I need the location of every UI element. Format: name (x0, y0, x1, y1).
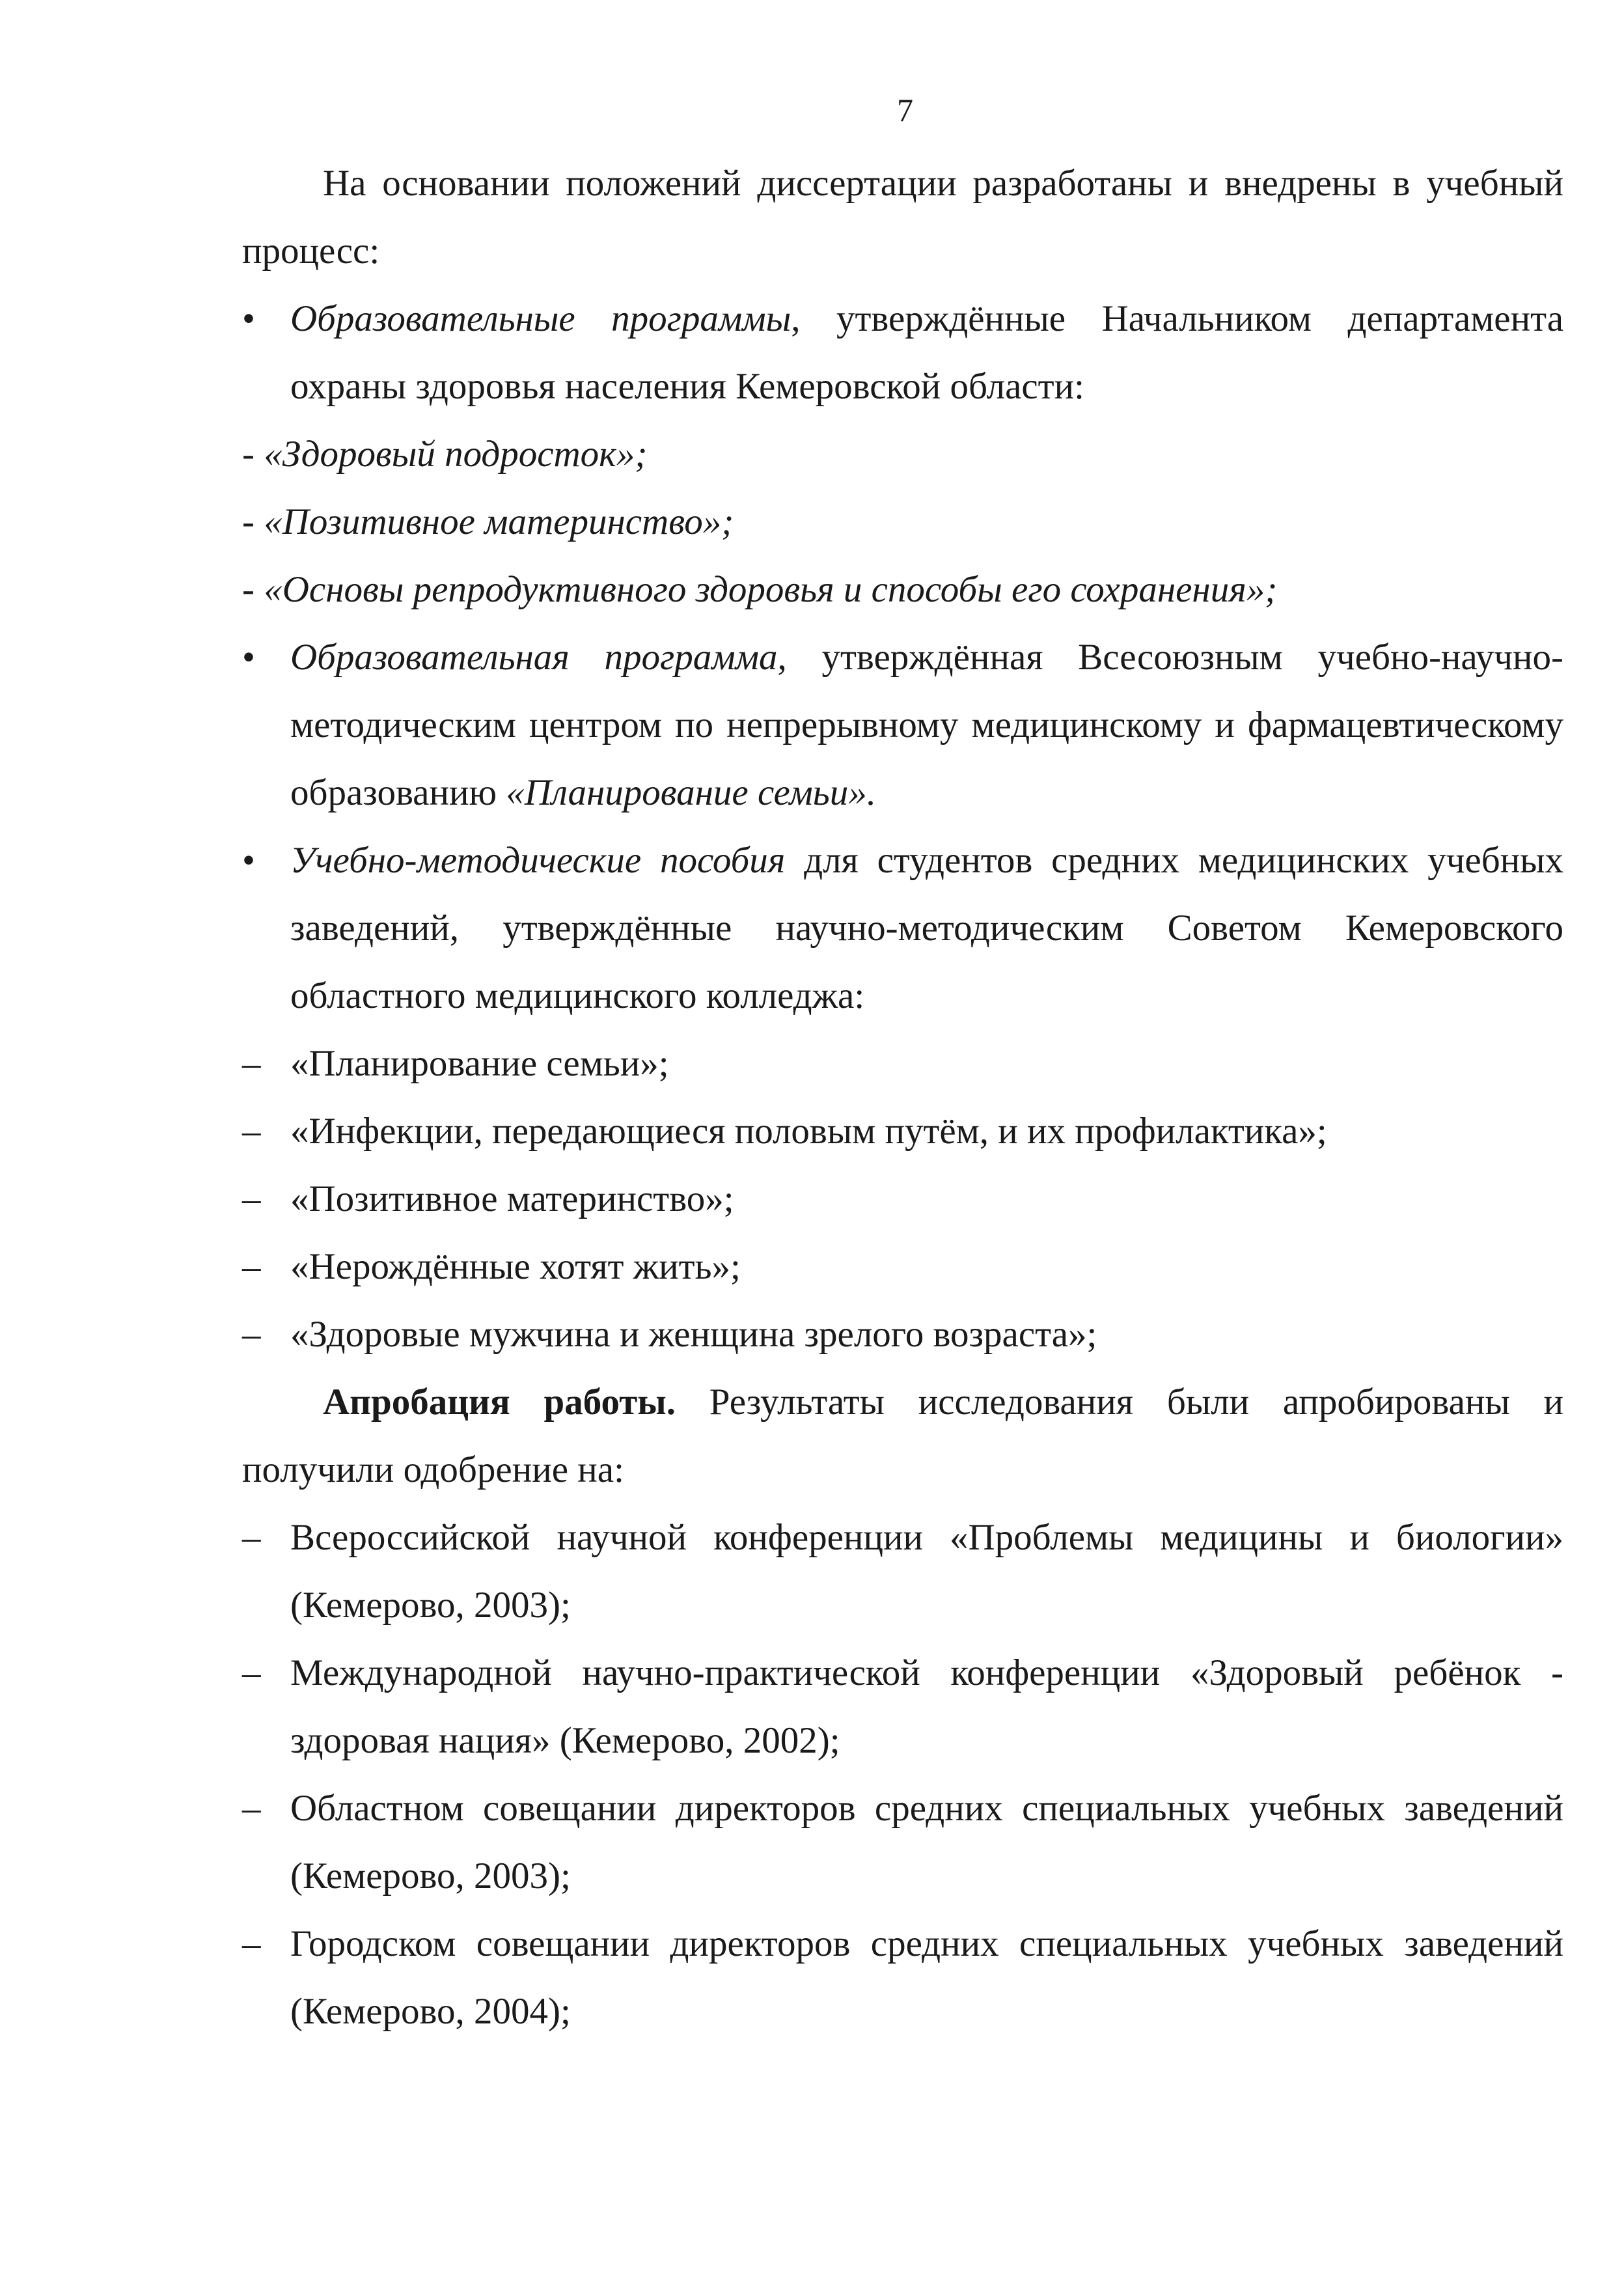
manual-item (242, 1233, 1563, 1301)
dash-marker: – (242, 1178, 261, 1219)
bullet-marker: • (242, 298, 255, 339)
bullet-text: , утверждённая Всесоюзным учебно-научно-методическим центром по непрерывному медицинскому и фармацевтическому образованию (290, 637, 1563, 813)
approbation-text: Результаты исследования были апробированы и получили одобрение на: (242, 1382, 1563, 1490)
program-title: «Основы репродуктивного здоровья и способы его сохранения»; (264, 569, 1278, 610)
dash-marker: – (242, 1652, 261, 1693)
bullet-italic-title: Образовательные программы (290, 298, 791, 339)
bullet-italic-title: Учебно-методические пособия (290, 840, 786, 881)
approbation-heading: Апробация работы. (323, 1382, 676, 1423)
manual-item (242, 1098, 1563, 1165)
bullet-text: , утверждённые Начальником департамента охраны здоровья населения Кемеровской области: (290, 298, 1563, 407)
manual-title: «Инфекции, передающиеся половым путём, и их профилактика»; (290, 1111, 1327, 1152)
bullet-educational-program (242, 624, 1563, 827)
conference-text: Областном совещании директоров средних специальных учебных заведений (Кемерово, 2003); (290, 1788, 1563, 1896)
manual-item (242, 1301, 1563, 1368)
conference-text: Международной научно-практической конференции «Здоровый ребёнок - здоровая нация» (Кемерово, 2002); (290, 1652, 1563, 1761)
program-title: «Позитивное материнство»; (264, 501, 734, 542)
conference-item (242, 1910, 1563, 2046)
bullet-italic-program-name: «Планирование семьи». (506, 772, 876, 813)
conference-item (242, 1775, 1563, 1910)
program-item (242, 421, 1563, 488)
manual-title: «Позитивное материнство»; (290, 1178, 734, 1219)
program-prefix: - (242, 569, 264, 610)
program-item (242, 556, 1563, 624)
bullet-marker: • (242, 637, 255, 678)
manual-title: «Планирование семьи»; (290, 1043, 669, 1084)
conference-item (242, 1639, 1563, 1775)
dash-marker: – (242, 1246, 261, 1287)
dash-marker: – (242, 1111, 261, 1152)
program-prefix: - (242, 501, 264, 542)
bullet-text: для студентов средних медицинских учебных заведений, утверждённые научно-методическим Советом Кемеровского областного медицинского колледжа: (290, 840, 1563, 1016)
page-number: 7 (897, 92, 913, 128)
dash-marker: – (242, 1043, 261, 1084)
bullet-educational-programs (242, 285, 1563, 421)
manual-title: «Здоровые мужчина и женщина зрелого возраста»; (290, 1314, 1097, 1355)
dash-marker: – (242, 1923, 261, 1964)
manual-item (242, 1165, 1563, 1233)
bullet-italic-title: Образовательная программа (290, 637, 778, 678)
page-body (242, 150, 1563, 2046)
approbation-paragraph (242, 1368, 1563, 1504)
intro-paragraph: На основании положений диссертации разработаны и внедрены в учебный процесс: (242, 163, 1563, 271)
bullet-teaching-manuals (242, 827, 1563, 1030)
conference-item (242, 1504, 1563, 1639)
dash-marker: – (242, 1314, 261, 1355)
manual-title: «Нерождённые хотят жить»; (290, 1246, 741, 1287)
program-title: «Здоровый подросток»; (264, 434, 648, 475)
program-prefix: - (242, 434, 264, 475)
dash-marker: – (242, 1788, 261, 1829)
manual-item (242, 1030, 1563, 1098)
conference-text: Городском совещании директоров средних специальных учебных заведений (Кемерово, 2004); (290, 1923, 1563, 2032)
conference-text: Всероссийской научной конференции «Проблемы медицины и биологии» (Кемерово, 2003); (290, 1517, 1563, 1626)
bullet-marker: • (242, 840, 255, 881)
program-item (242, 488, 1563, 556)
dash-marker: – (242, 1517, 261, 1558)
